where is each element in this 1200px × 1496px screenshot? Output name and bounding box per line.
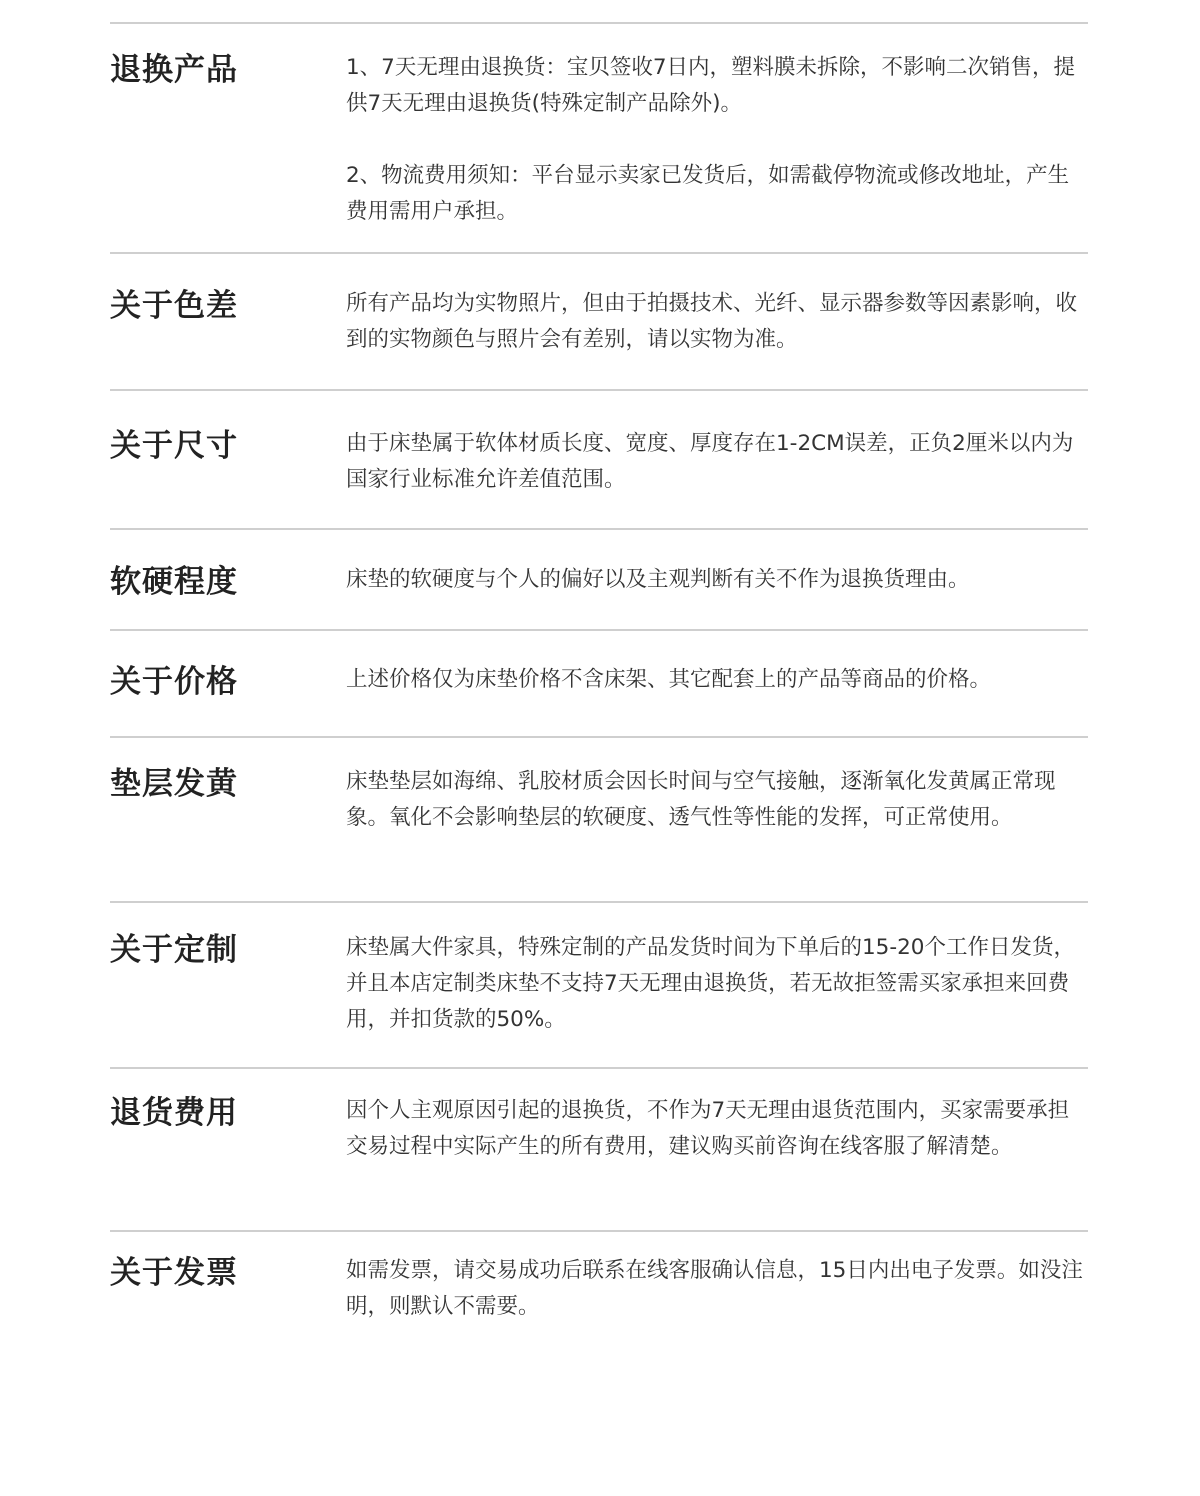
divider: [110, 389, 1088, 391]
section-paragraph: 2、物流费用须知：平台显示卖家已发货后，如需截停物流或修改地址，产生费用需用户承担。: [346, 163, 1070, 224]
section-heading: 关于定制: [110, 932, 238, 968]
section-heading: 关于价格: [110, 664, 238, 700]
section-body: [346, 662, 1090, 698]
section-heading: 关于尺寸: [110, 428, 238, 464]
divider: [110, 528, 1088, 530]
divider: [110, 901, 1088, 903]
section-heading: 软硬程度: [110, 564, 238, 600]
section-body: [346, 1253, 1090, 1325]
divider: [110, 1067, 1088, 1069]
divider: [110, 629, 1088, 631]
section-body: [346, 562, 1090, 598]
section-paragraph: 床垫的软硬度与个人的偏好以及主观判断有关不作为退换货理由。: [346, 567, 970, 592]
section-paragraph: 因个人主观原因引起的退换货，不作为7天无理由退货范围内，买家需要承担交易过程中实际产生的所有费用，建议购买前咨询在线客服了解清楚。: [346, 1098, 1070, 1159]
section-paragraph: 由于床垫属于软体材质长度、宽度、厚度存在1-2CM误差，正负2厘米以内为国家行业标准允许差值范围。: [346, 431, 1074, 492]
divider: [110, 736, 1088, 738]
divider: [110, 252, 1088, 254]
section-paragraph: 如需发票，请交易成功后联系在线客服确认信息，15日内出电子发票。如没注明，则默认不需要。: [346, 1258, 1083, 1319]
section-body: [346, 1093, 1090, 1165]
section-body: [346, 50, 1090, 230]
section-paragraph: 床垫垫层如海绵、乳胶材质会因长时间与空气接触，逐渐氧化发黄属正常现象。氧化不会影响垫层的软硬度、透气性等性能的发挥，可正常使用。: [346, 769, 1056, 830]
section-heading: 关于色差: [110, 288, 238, 324]
section-heading: 退货费用: [110, 1095, 238, 1131]
section-paragraph: 上述价格仅为床垫价格不含床架、其它配套上的产品等商品的价格。: [346, 667, 992, 692]
section-paragraph: 1、7天无理由退换货：宝贝签收7日内，塑料膜未拆除，不影响二次销售，提供7天无理由退换货(特殊定制产品除外)。: [346, 55, 1076, 116]
section-paragraph: 床垫属大件家具，特殊定制的产品发货时间为下单后的15-20个工作日发货，并且本店定制类床垫不支持7天无理由退换货，若无故拒签需买家承担来回费用，并扣货款的50%。: [346, 935, 1075, 1032]
section-heading: 关于发票: [110, 1255, 238, 1291]
section-paragraph: 所有产品均为实物照片，但由于拍摄技术、光纤、显示器参数等因素影响，收到的实物颜色与照片会有差别，请以实物为准。: [346, 291, 1078, 352]
section-body: [346, 930, 1090, 1038]
divider: [110, 22, 1088, 24]
section-heading: 退换产品: [110, 52, 238, 88]
divider: [110, 1230, 1088, 1232]
section-body: [346, 286, 1090, 358]
section-body: [346, 426, 1090, 498]
section-heading: 垫层发黄: [110, 766, 238, 802]
section-body: [346, 764, 1090, 836]
